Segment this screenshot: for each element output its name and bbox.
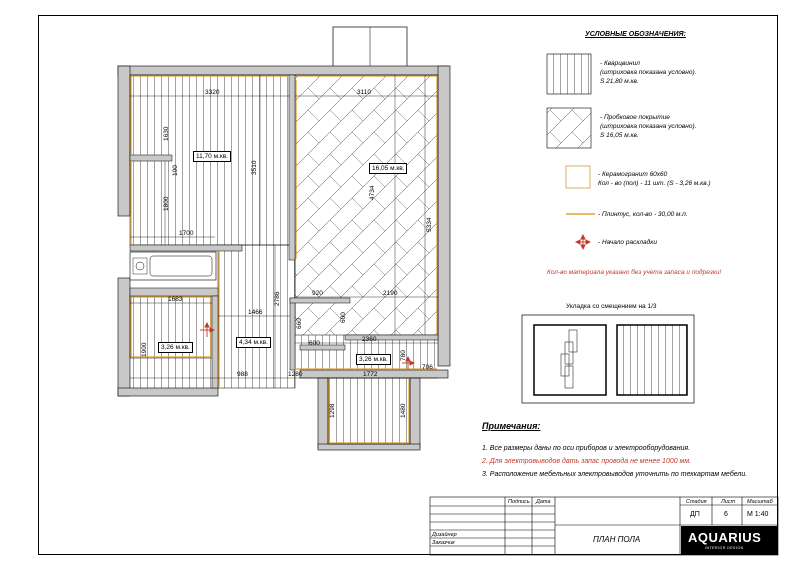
room-5-area: 3,26 м.кв.	[356, 354, 391, 365]
dim-5334: 5334	[426, 217, 433, 232]
dim-3320: 3320	[205, 89, 220, 96]
dim-100: 100	[172, 165, 179, 176]
tb-sheet: 6	[724, 511, 728, 518]
legend-title: УСЛОВНЫЕ ОБОЗНАЧЕНИЯ:	[585, 31, 686, 38]
dim-1280: 1280	[288, 371, 303, 378]
layout-example-title: Укладка со смещением на 1/3	[566, 303, 657, 310]
legend-porcelain-label: - Керамогранит 60х60 Кол - во (пол) - 11 шт. (S - 3,26 м.кв.)	[598, 171, 711, 187]
drawing-title: ПЛАН ПОЛА	[593, 535, 641, 544]
dim-600b: 600	[309, 340, 320, 347]
dim-920: 920	[312, 290, 323, 297]
dim-1900: 1900	[141, 342, 148, 357]
tb-scale: М 1:40	[747, 511, 769, 518]
dim-1772: 1772	[363, 371, 378, 378]
room-1-area: 11,70 м.кв.	[193, 151, 231, 162]
dim-1480: 1480	[400, 403, 407, 418]
legend-start-label: - Начало раскладки	[598, 239, 657, 246]
dim-1298: 1298	[329, 403, 336, 418]
tb-client: Заказчик	[432, 540, 455, 546]
dim-2360: 2360	[362, 336, 377, 343]
notes-title: Примечания:	[482, 421, 541, 431]
dim-706: 706	[422, 364, 433, 371]
note-2: 2. Для электровыводов дать запас провода не менее 1000 мм.	[482, 458, 692, 465]
tb-stage: ДП	[690, 511, 700, 518]
dim-1700: 1700	[179, 230, 194, 237]
room-3-area: 3,26 м.кв.	[158, 342, 193, 353]
tb-designer: Дизайнер	[432, 532, 457, 538]
dim-2190: 2190	[383, 290, 398, 297]
tb-stage-label: Стадия	[686, 499, 707, 505]
room-4-area: 4,34 м.кв.	[236, 337, 271, 348]
dim-4734: 4734	[369, 185, 376, 200]
legend-warning: Кол-во материала указано без учета запаса и подрезки!	[547, 269, 722, 276]
dim-600a: 600	[340, 312, 347, 323]
dim-660: 660	[296, 318, 303, 329]
legend-cork-label: - Пробковое покрытие (штриховка показана условно). S 16,05 м.кв.	[600, 114, 697, 139]
legend-plinth-label: - Плинтус, кол-во - 30,00 м.п.	[598, 211, 688, 218]
tb-date-header: Дата	[536, 499, 551, 505]
tb-signature-header: Подпись	[508, 499, 530, 505]
dim-1630: 1630	[163, 126, 170, 141]
logo-text: AQUARIUS	[688, 530, 762, 545]
tb-scale-label: Масштаб	[747, 499, 773, 505]
logo-subtext: INTERIOR DESIGN	[705, 546, 744, 550]
dim-3510: 3510	[251, 160, 258, 175]
dim-1683: 1683	[168, 296, 183, 303]
legend-quartz-label: - Кварцвинил (штриховка показана условно). S 21,80 м.кв.	[600, 60, 697, 85]
room-2-area: 16,05 м.кв.	[369, 163, 407, 174]
dim-780: 780	[400, 350, 407, 361]
tb-sheet-label: Лист	[721, 499, 736, 505]
note-1: 1. Все размеры даны по оси приборов и электрооборудования.	[482, 445, 691, 452]
dim-1466: 1466	[248, 309, 263, 316]
dim-1800: 1800	[163, 196, 170, 211]
dim-988: 988	[237, 371, 248, 378]
dim-3110: 3110	[357, 89, 371, 96]
dim-2786: 2786	[274, 291, 281, 306]
note-3: 3. Расположение мебельных электровыводов уточнить по техкартам мебели.	[482, 471, 748, 478]
